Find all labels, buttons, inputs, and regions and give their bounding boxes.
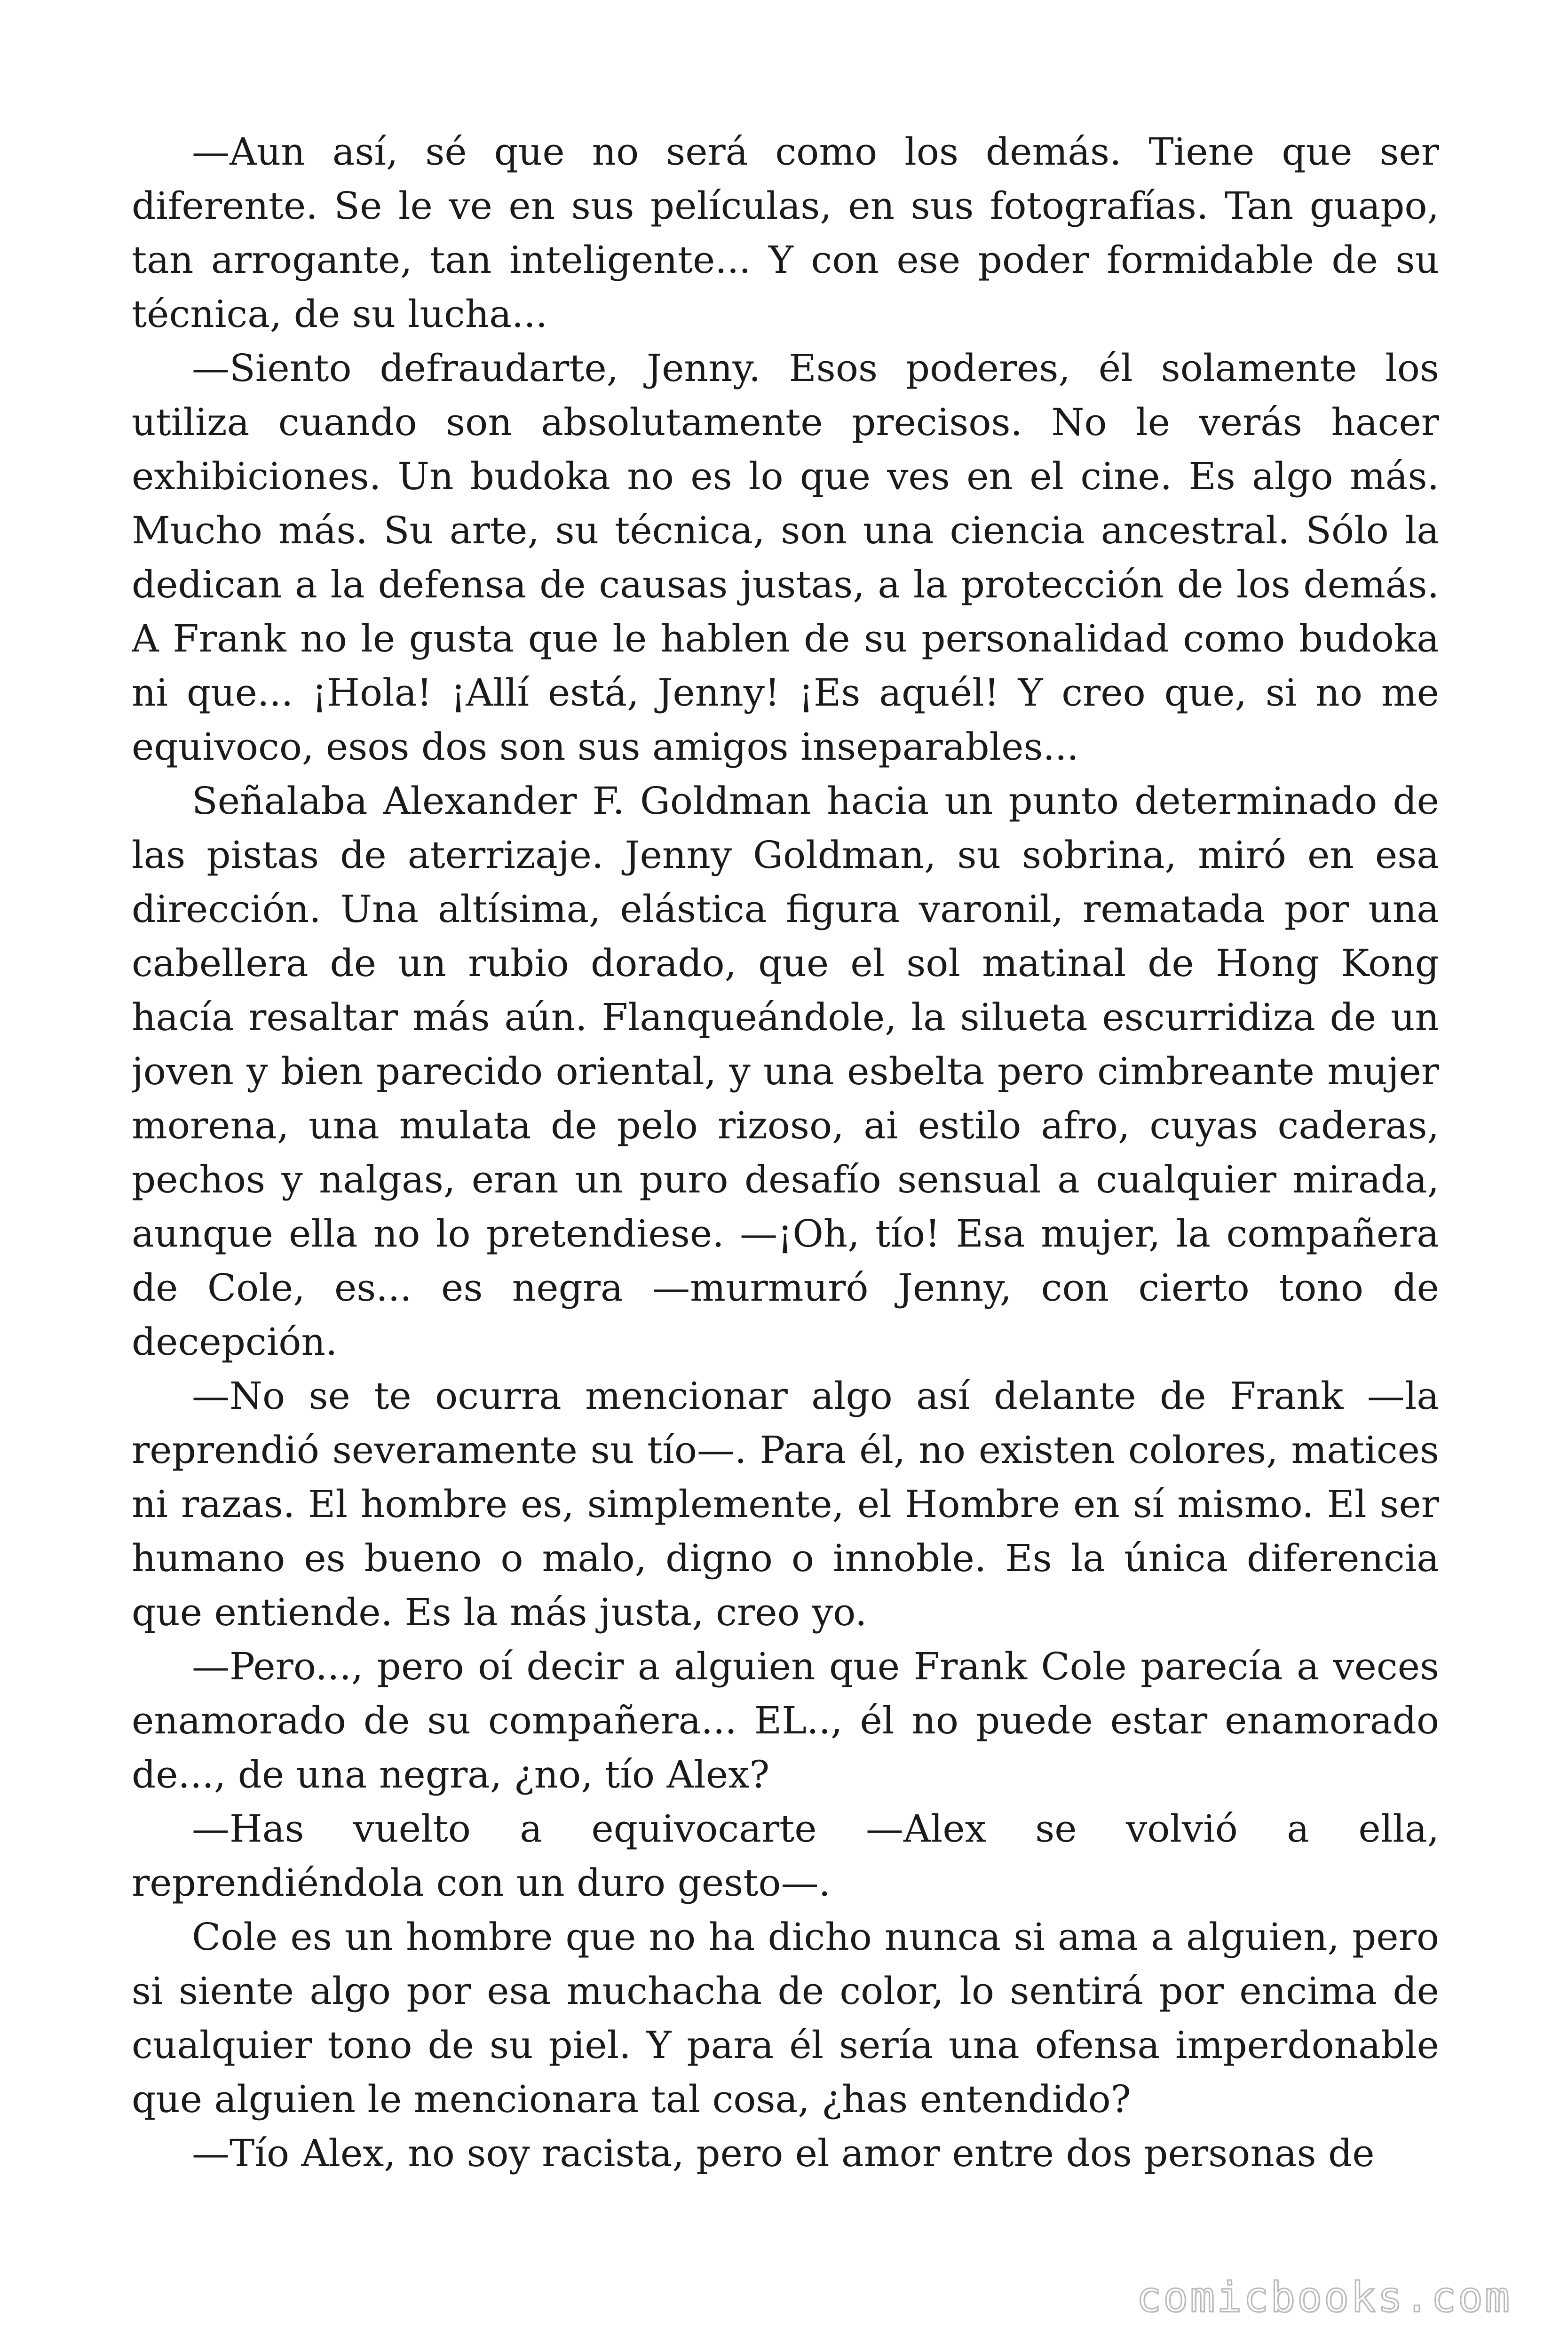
paragraph-8: —Tío Alex, no soy racista, pero el amor entre dos personas de xyxy=(192,2131,1375,2175)
paragraph-5: —Pero..., pero oí decir a alguien que Frank Cole parecía a veces enamorado de su compañera... EL.., él no puede estar enamorado de..., de una negra, ¿no, tío Alex? xyxy=(132,1645,1439,1796)
page-body xyxy=(132,125,1439,2185)
paragraph-3: Señalaba Alexander F. Goldman hacia un punto determinado de las pistas de aterrizaje. Jenny Goldman, su sobrina, miró en esa dirección. Una altísima, elástica figura varonil, rematada por una cabellera de un rubio dorado, que el sol matinal de Hong Kong hacía resaltar más aún. Flanqueándole, la silueta escurridiza de un joven y bien parecido oriental, y una esbelta pero cimbreante mujer morena, una mulata de pelo rizoso, ai estilo afro, cuyas caderas, pechos y nalgas, eran un puro desafío sensual a cualquier mirada, aunque ella no lo pretendiese. —¡Oh, tío! Esa mujer, la compañera de Cole, es... es negra —murmuró Jenny, con cierto tono de decepción. xyxy=(132,779,1439,1364)
paragraph-2: —Siento defraudarte, Jenny. Esos poderes, él solamente los utiliza cuando son absolutamente precisos. No le verás hacer exhibiciones. Un budoka no es lo que ves en el cine. Es algo más. Mucho más. Su arte, su técnica, son una ciencia ancestral. Sólo la dedican a la defensa de causas justas, a la protección de los demás. A Frank no le gusta que le hablen de su personalidad como budoka ni que... ¡Hola! ¡Allí está, Jenny! ¡Es aquél! Y creo que, si no me equivoco, esos dos son sus amigos inseparables... xyxy=(132,346,1439,769)
paragraph-4: —No se te ocurra mencionar algo así delante de Frank —la reprendió severamente su tío—. Para él, no existen colores, matices ni razas. El hombre es, simplemente, el Hombre en sí mismo. El ser humano es bueno o malo, digno o innoble. Es la única diferencia que entiende. Es la más justa, creo yo. xyxy=(132,1374,1439,1634)
paragraph-1: —Aun así, sé que no será como los demás. Tiene que ser diferente. Se le ve en sus películas, en sus fotografías. Tan guapo, tan arrogante, tan inteligente... Y con ese poder formidable de su técnica, de su lucha... xyxy=(132,130,1439,336)
paragraph-7: Cole es un hombre que no ha dicho nunca si ama a alguien, pero si siente algo por esa muchacha de color, lo sentirá por encima de cualquier tono de su piel. Y para él sería una ofensa imperdonable que alguien le mencionara tal cosa, ¿has entendido? xyxy=(132,1915,1439,2121)
paragraph-6: —Has vuelto a equivocarte —Alex se volvió a ella, reprendiéndola con un duro gesto—. xyxy=(132,1807,1439,1905)
watermark: comicbooks.com xyxy=(1136,2273,1512,2321)
